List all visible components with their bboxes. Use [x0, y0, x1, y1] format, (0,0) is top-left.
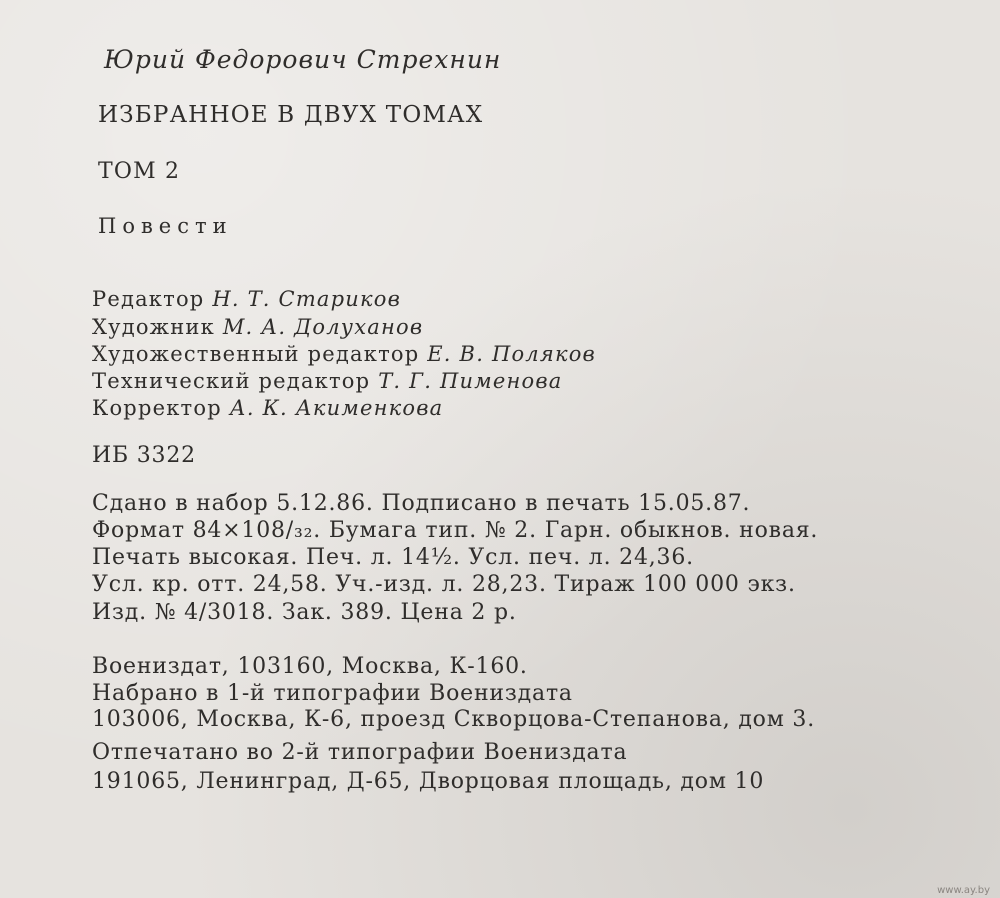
- credit-role: Художник: [92, 315, 215, 339]
- credit-person: Н. Т. Стариков: [212, 287, 402, 311]
- credit-role: Корректор: [92, 396, 222, 420]
- print-detail-line: Усл. кр. отт. 24,58. Уч.-изд. л. 28,23. Тираж 100 000 экз.: [92, 572, 796, 597]
- credit-tech-editor: [92, 367, 563, 395]
- print-detail-line: Формат 84×108/₃₂. Бумага тип. № 2. Гарн. обыкнов. новая.: [92, 518, 819, 543]
- credit-proofreader: [92, 394, 443, 422]
- publisher-line: 103006, Москва, К-6, проезд Скворцова-Степанова, дом 3.: [92, 707, 816, 732]
- volume-number: ТОМ 2: [98, 159, 181, 184]
- print-detail-line: Печать высокая. Печ. л. 14½. Усл. печ. л. 24,36.: [92, 545, 694, 570]
- credit-artist: [92, 313, 423, 341]
- credit-role: Художественный редактор: [92, 342, 420, 366]
- publisher-line: Набрано в 1-й типографии Воениздата: [92, 681, 573, 706]
- ib-number: ИБ 3322: [92, 443, 196, 468]
- print-detail-line: Сдано в набор 5.12.86. Подписано в печать 15.05.87.: [92, 491, 751, 516]
- publisher-line: 191065, Ленинград, Д-65, Дворцовая площадь, дом 10: [92, 769, 765, 794]
- book-title: ИЗБРАННОЕ В ДВУХ ТОМАХ: [98, 102, 484, 128]
- credit-art-editor: [92, 340, 596, 368]
- credit-role: Редактор: [92, 287, 205, 311]
- book-author: Юрий Федорович Стрехнин: [104, 45, 502, 74]
- credit-role: Технический редактор: [92, 369, 371, 393]
- credit-person: М. А. Долуханов: [222, 315, 424, 339]
- credit-editor: [92, 285, 401, 313]
- genre-label: Повести: [98, 214, 233, 238]
- print-detail-line: Изд. № 4/3018. Зак. 389. Цена 2 р.: [92, 600, 517, 625]
- credit-person: Е. В. Поляков: [427, 342, 596, 366]
- publisher-line: Отпечатано во 2-й типографии Воениздата: [92, 740, 628, 765]
- site-watermark: www.ay.by: [937, 885, 990, 896]
- credit-person: Т. Г. Пименова: [378, 369, 563, 393]
- publisher-line: Воениздат, 103160, Москва, К-160.: [92, 654, 528, 679]
- credit-person: А. К. Акименкова: [229, 396, 444, 420]
